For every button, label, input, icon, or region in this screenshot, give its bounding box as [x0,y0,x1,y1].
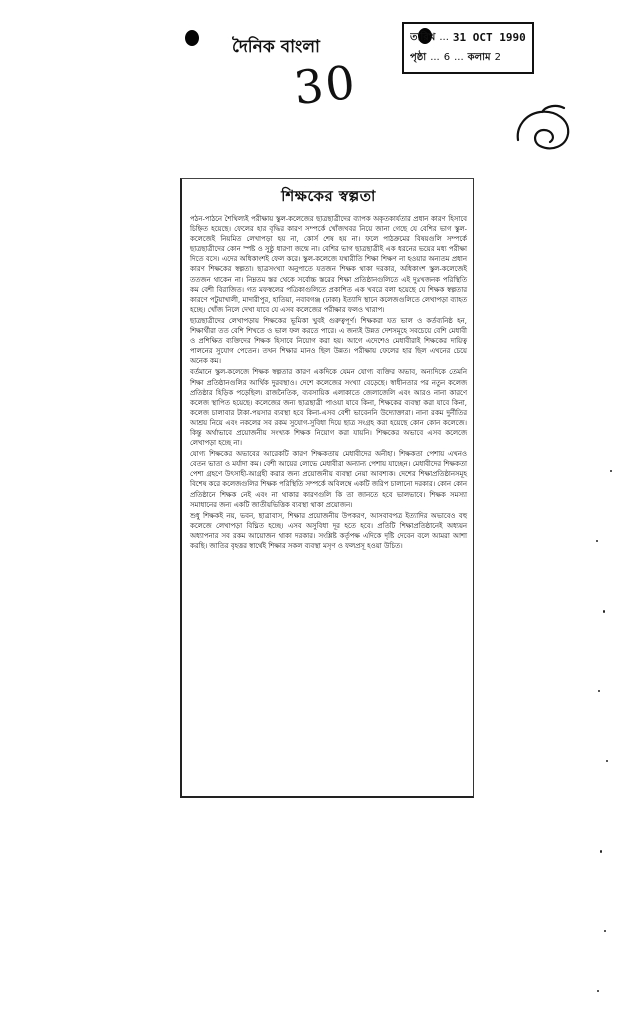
scan-speck [606,760,608,762]
scan-speck [600,850,602,853]
article-paragraph: বর্তমানে স্কুল-কলেজে শিক্ষক স্বল্পতার কারণ একদিকে যেমন যোগ্য ব্যক্তির অভাব, অন্যদিকে তেমনি শিক্ষা প্রতিষ্ঠানগুলির আর্থিক দুরবস্থাও। দেশে কলেজের সংখ্যা বেড়েছে। স্বাধীনতার পর নতুন কলেজ প্রতিষ্ঠার হিড়িক পড়েছিল। রাজনৈতিক, ব্যবসায়িক এলাকাতে জেলাজেলি এবং আরও নানা কারণে কলেজ স্থাপিত হয়েছে। কলেজের জন্য ছাত্রছাত্রী পাওয়া যাবে কিনা, শিক্ষকের ব্যবস্থা করা যাবে কিনা, কলেজ চালাবার টাকা-পয়সার ব্যবস্থা হবে কিনা-এসব বেশী ভাবেননি উদ্যোক্তারা। নানা রকম দুর্নীতির আশ্রয় নিয়ে এবং নকলের সব রকম সুযোগ-সুবিধা দিয়ে ছাত্র সংগ্রহ করা হয়েছে কোন কোন কলেজে। কিন্তু অর্থাভাবে প্রয়োজনীয় সংখ্যক শিক্ষক নিয়োগ করা যায়নি। শিক্ষকের অভাবে এসব কলেজে লেখাপড়া হচ্ছে না। [190,368,467,448]
scan-speck [597,990,599,992]
scan-speck [603,610,605,613]
article-paragraph: যোগ্য শিক্ষকের অভাবের আরেকটি কারণ শিক্ষকতায় মেধাবীদের অনীহা। শিক্ষকতা পেশায় এখনও বেতন ভাতা ও মর্যাদা কম। বেশী আয়ের লোভে মেধাবীরা অন্যান্য পেশায় যাচ্ছেন। মেধাবীদের শিক্ষকতা পেশা গ্রহণে উৎসাহী-আগ্রহী করার জন্য প্রয়োজনীয় ব্যবস্থা নেয়া আবশ্যক। দেশের শিক্ষাপ্রতিষ্ঠানসমূহ বিশেষ করে কলেজগুলির শিক্ষক পরিস্থিতি সম্পর্কে অবিলম্বে একটি জরিপ চালানো দরকার। কোন কোন প্রতিষ্ঠানে শিক্ষক নেই এবং না থাকার কারণগুলি কি তা জানতে হবে ভালভাবে। শিক্ষক সমস্যা সমাধানের জন্য একটি জাতীয়ভিত্তিক ব্যবস্থা থাকা প্রয়োজন। [190,450,467,509]
punch-hole-left [185,30,199,46]
handwritten-page-number: 30 [291,54,360,116]
stamp-dots: ... [439,32,449,43]
stamp-date-label: তারিখ [410,32,436,43]
scan-speck [596,540,598,542]
article-paragraph: ছাত্রছাত্রীদের লেখাপড়ায় শিক্ষকের ভূমিকা খুবই গুরুত্বপূর্ণ। শিক্ষকরা যত ভাল ও কর্তব্যনিষ্ঠ হন, শিক্ষার্থীরা তত বেশি শিখতে ও ভাল ফল করতে পারে। এ জন্যই উন্নত দেশসমূহে সবচেয়ে বেশি মেধাবী ও প্রশিক্ষিত ব্যক্তিদের শিক্ষক হিসাবে নিয়োগ করা হয়। আগে এদেশেও মেধাবীরাই শিক্ষকের দায়িত্ব পালনের সুযোগ পেতেন। তখন শিক্ষার মানও ছিল উন্নত। পরীক্ষায় ফেলের হার ছিল এখনের চেয়ে অনেক কম। [190,316,467,366]
stamp-dots: ... [454,52,464,63]
scan-speck [604,930,606,932]
stamp-column-label: কলাম [467,52,491,63]
stamp-dots: ... [430,52,440,63]
newspaper-name: দৈনিক বাংলা [232,37,320,57]
stamp-column-value: 2 [494,52,501,63]
article-headline: শিক্ষকের স্বল্পতা [281,187,376,205]
date-stamp [402,22,534,74]
newspaper-clipping [180,178,474,798]
article-paragraph: শুধু শিক্ষকই নয়, ভবন, ছাত্রাবাস, শিক্ষার প্রয়োজনীয় উপকরণ, আসবাবপত্র ইত্যাদির অভাবেও বহু কলেজে লেখাপড়া বিঘ্নিত হচ্ছে। এসব অসুবিধা দূর হতে হবে। প্রতিটি শিক্ষাপ্রতিষ্ঠানেই অধ্যয়ন অধ্যাপনার সব রকম আয়োজন থাকা দরকার। সংশ্লিষ্ট কর্তৃপক্ষ এদিকে দৃষ্টি দেবেন বলে আমরা আশা করছি। জাতির বৃহত্তর স্বার্থেই শিক্ষার সকল ব্যবস্থা মসৃণ ও ফলপ্রসূ হওয়া উচিত। [190,511,467,550]
stamp-date-value: 31 OCT 1990 [452,31,526,44]
stamp-page-value: 6 [443,52,451,63]
stamp-page-row [410,48,526,68]
scan-speck [598,690,600,692]
scan-speck [610,470,612,472]
stamp-date-row [410,28,526,48]
stamp-page-label: পৃষ্ঠা [410,52,427,63]
article-paragraph: পঠন-পাঠনে শৈথিল্যই পরীক্ষায় স্কুল-কলেজের ছাত্রছাত্রীদের ব্যাপক অকৃতকার্যতার প্রধান কারণ হিসাবে চিহ্নিত হয়েছে। ফেলের হার বৃদ্ধির কারণ সম্পর্কে খোঁজখবর নিয়ে জানা গেছে যে বেশির ভাগ স্কুল-কলেজেই নিয়মিত লেখাপড়া হয় না, কোর্স শেষ হয় না। ফলে পাঠক্রমের বিষয়গুলি সম্পর্কে ছাত্রছাত্রীদের কোন স্পষ্ট ও সুষ্ঠু ধারণা জন্মে না। বেশির ভাগ ছাত্রছাত্রীই এক ধরনের ভয়ের মধ্য পরীক্ষা দিতে বসে। এদের অধিকাংশই ফেল করে। স্কুল-কলেজে যথারীতি শিক্ষা শিক্ষণ না হওয়ার অন্যতম প্রধান কারণ শিক্ষকের স্বল্পতা। ছাত্রসংখ্যা অনুপাতে যতজন শিক্ষক থাকা দরকার, অধিকাংশ স্কুল-কলেজেই ততজন থাকেন না। নিম্নতম স্তর থেকে সর্বোচ্চ স্তরের শিক্ষা প্রতিষ্ঠানগুলিতে এই দুঃখজনক পরিস্থিতি কম বেশী বিরাজিত। গত মফস্বলের পত্রিকাগুলিতে প্রকাশিত এক খবরে বলা হয়েছে যে শিক্ষক স্বল্পতার কারণে পটুয়াখালী, মাদারীপুর, হাতিয়া, নবাবগঞ্জ (ঢাকা) ইত্যাদি স্থানে কলেজগুলিতে লেখাপড়া ব্যাহত হচ্ছে। খোঁজ নিলে দেখা যাবে যে এসব কলেজের পরীক্ষার ফলও খারাপ। [190,215,467,314]
handwritten-initial-icon [512,100,576,158]
